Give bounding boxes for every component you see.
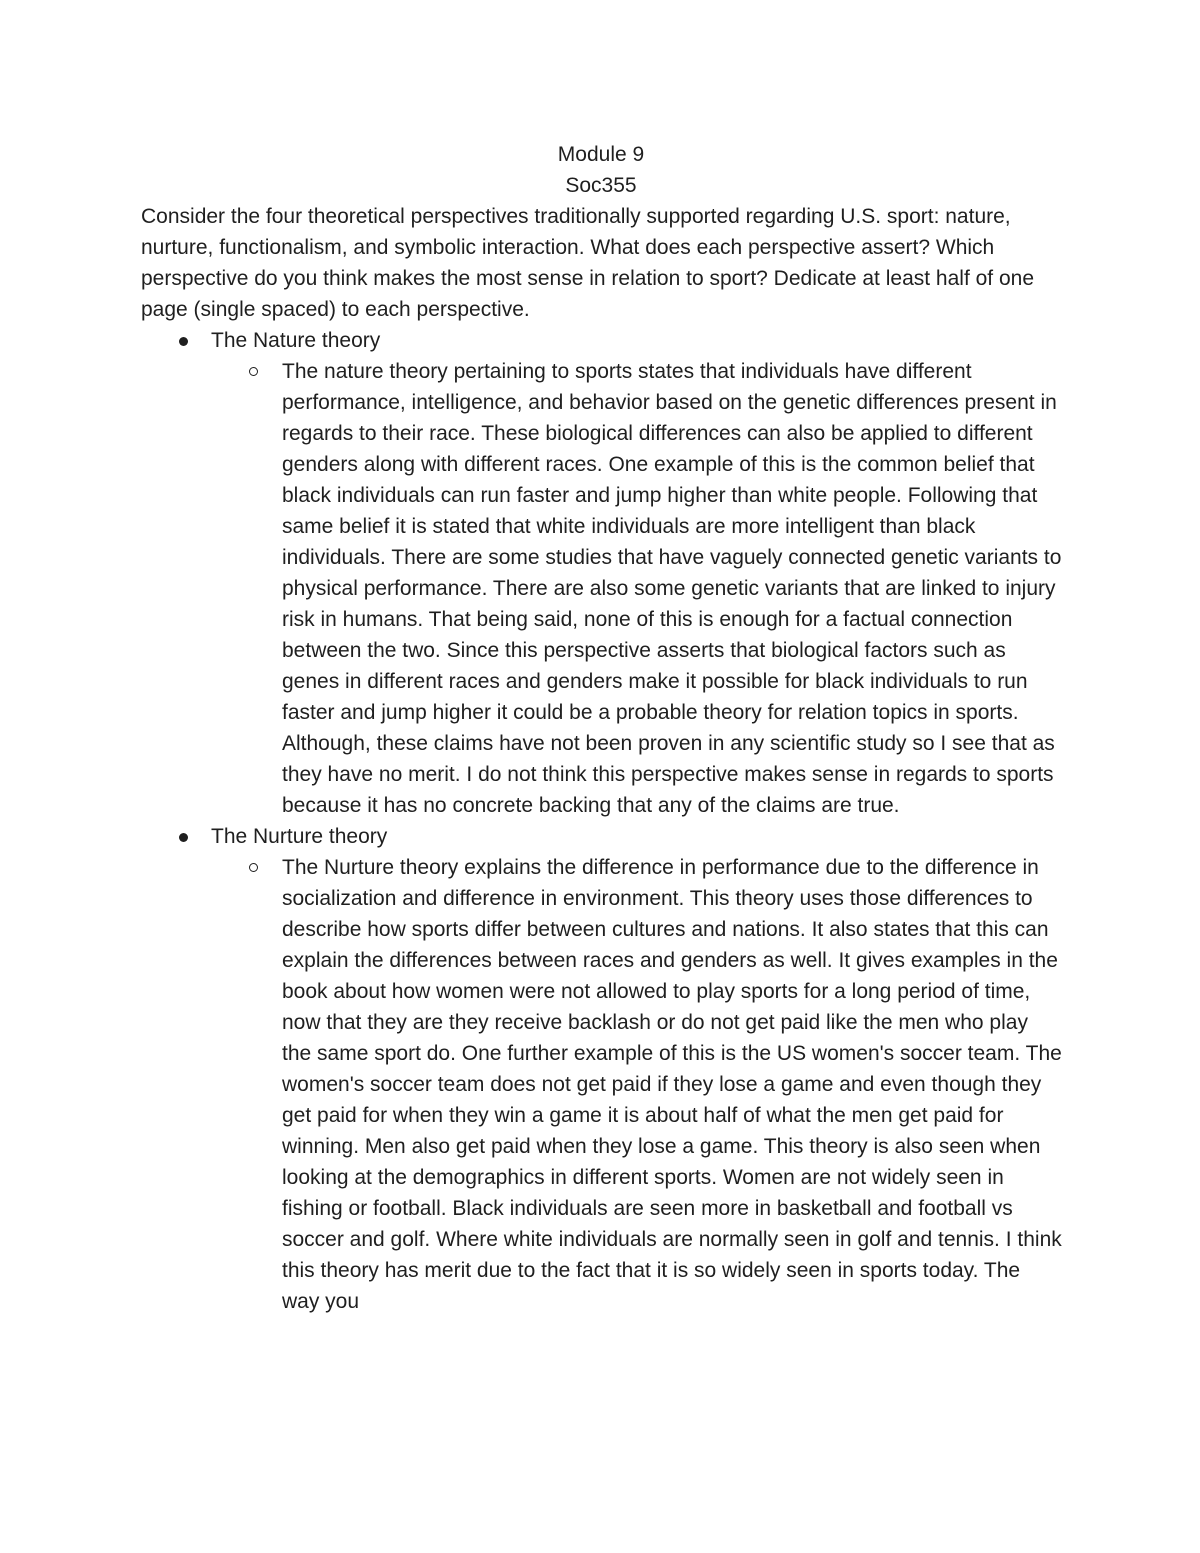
bullet-circle-icon xyxy=(249,863,258,872)
sub-list xyxy=(211,356,1061,821)
list-item xyxy=(211,852,1062,1317)
theory-list xyxy=(141,325,1061,1317)
course-code: Soc355 xyxy=(565,174,637,197)
bullet-circle-icon xyxy=(249,367,258,376)
document-body xyxy=(141,139,1061,1317)
bullet-disc-icon xyxy=(179,833,188,842)
section-body: The Nurture theory explains the difference in performance due to the difference in socialization and difference in environment. This theory uses those differences to describe how sports differ between cultures and nations. It also states that this can explain the differences between races and genders as well. It gives examples in the book about how women were not allowed to play sports for a long period of time, now that they are they receive backlash or do not get paid like the men who play the same sport do. One further example of this is the US women's soccer team. The women's soccer team does not get paid if they lose a game and even though they get paid for when they win a game it is about half of what the men get paid for winning. Men also get paid when they lose a game. This theory is also seen when looking at the demographics in different sports. Women are not widely seen in fishing or football. Black individuals are seen more in basketball and football vs soccer and golf. Where white individuals are normally seen in golf and tennis. I think this theory has merit due to the fact that it is so widely seen in sports today. The way you xyxy=(282,856,1062,1313)
sub-list xyxy=(211,852,1061,1317)
list-item xyxy=(211,356,1062,821)
section-heading: The Nature theory xyxy=(211,329,381,352)
list-item xyxy=(141,325,1061,821)
section-body: The nature theory pertaining to sports states that individuals have different performance, intelligence, and behavior based on the genetic differences present in regards to their race. These biological differences can also be applied to different genders along with different races. One example of this is the common belief that black individuals can run faster and jump higher than white people. Following that same belief it is stated that white individuals are more intelligent than black individuals. There are some studies that have vaguely connected genetic variants to physical performance. There are also some genetic variants that are linked to injury risk in humans. That being said, none of this is enough for a factual connection between the two. Since this perspective asserts that biological factors such as genes in different races and genders make it possible for black individuals to run faster and jump higher it could be a probable theory for relation topics in sports. Although, these claims have not been proven in any scientific study so I see that as they have no merit. I do not think this perspective makes sense in regards to sports because it has no concrete backing that any of the claims are true. xyxy=(282,360,1062,817)
assignment-prompt: Consider the four theoretical perspectives traditionally supported regarding U.S. sport: nature, nurture, functionalism, and symbolic interaction. What does each perspective assert? Which perspective do you think makes the most sense in relation to sport? Dedicate at least half of one page (single spaced) to each perspective. xyxy=(141,205,1035,321)
bullet-disc-icon xyxy=(179,337,188,346)
section-heading: The Nurture theory xyxy=(211,825,388,848)
list-item xyxy=(141,821,1061,1317)
document-title: Module 9 xyxy=(557,143,645,166)
